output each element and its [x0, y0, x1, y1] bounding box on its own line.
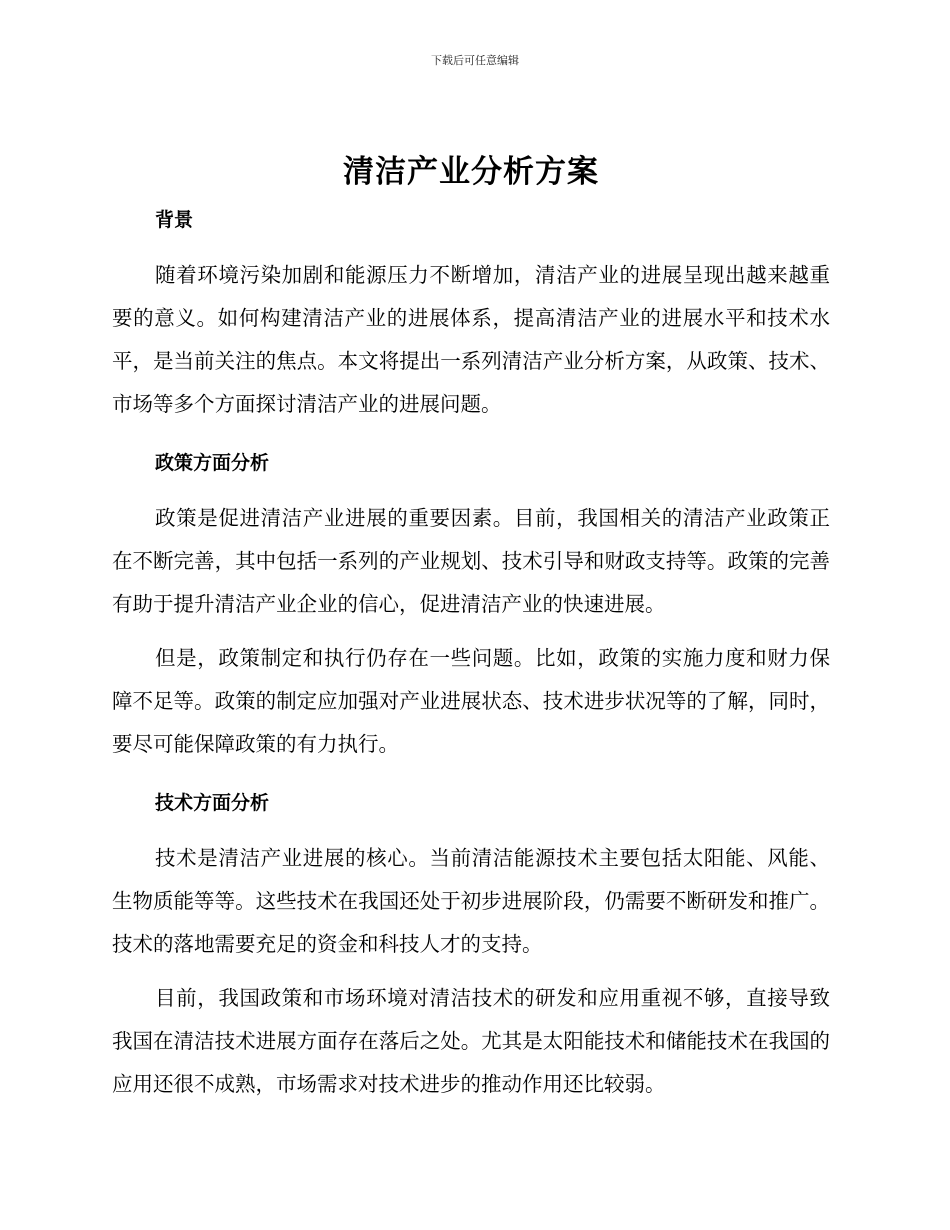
section-heading-background: 背景 — [155, 209, 194, 231]
page-header-note: 下载后可任意编辑 — [431, 54, 519, 67]
section-policy — [112, 447, 830, 766]
paragraph-technology-2: 目前，我国政策和市场环境对清洁技术的研发和应用重视不够，直接导致我国在清洁技术进展方面存在落后之处。尤其是太阳能技术和储能技术在我国的应用还很不成熟，市场需求对技术进步的推动作用还比较弱。 — [112, 986, 830, 1096]
paragraph-background-1: 随着环境污染加剧和能源压力不断增加，清洁产业的进展呈现出越来越重要的意义。如何构建清洁产业的进展体系，提高清洁产业的进展水平和技术水平，是当前关注的焦点。本文将提出一系列清洁产业分析方案，从政策、技术、市场等多个方面探讨清洁产业的进展问题。 — [112, 263, 830, 416]
section-heading-technology: 技术方面分析 — [155, 792, 270, 814]
section-technology — [112, 787, 830, 1106]
paragraph-policy-1: 政策是促进清洁产业进展的重要因素。目前，我国相关的清洁产业政策正在不断完善，其中包括一系列的产业规划、技术引导和财政支持等。政策的完善有助于提升清洁产业企业的信心，促进清洁产业的快速进展。 — [112, 506, 830, 616]
document-title: 清洁产业分析方案 — [343, 154, 599, 190]
paragraph-technology-1: 技术是清洁产业进展的核心。当前清洁能源技术主要包括太阳能、风能、生物质能等等。这些技术在我国还处于初步进展阶段，仍需要不断研发和推广。技术的落地需要充足的资金和科技人才的支持。 — [112, 846, 830, 956]
paragraph-policy-2: 但是，政策制定和执行仍存在一些问题。比如，政策的实施力度和财力保障不足等。政策的制定应加强对产业进展状态、技术进步状况等的了解，同时，要尽可能保障政策的有力执行。 — [112, 646, 830, 756]
section-background — [112, 204, 830, 426]
section-heading-policy: 政策方面分析 — [155, 452, 270, 474]
document-body — [112, 146, 830, 1106]
